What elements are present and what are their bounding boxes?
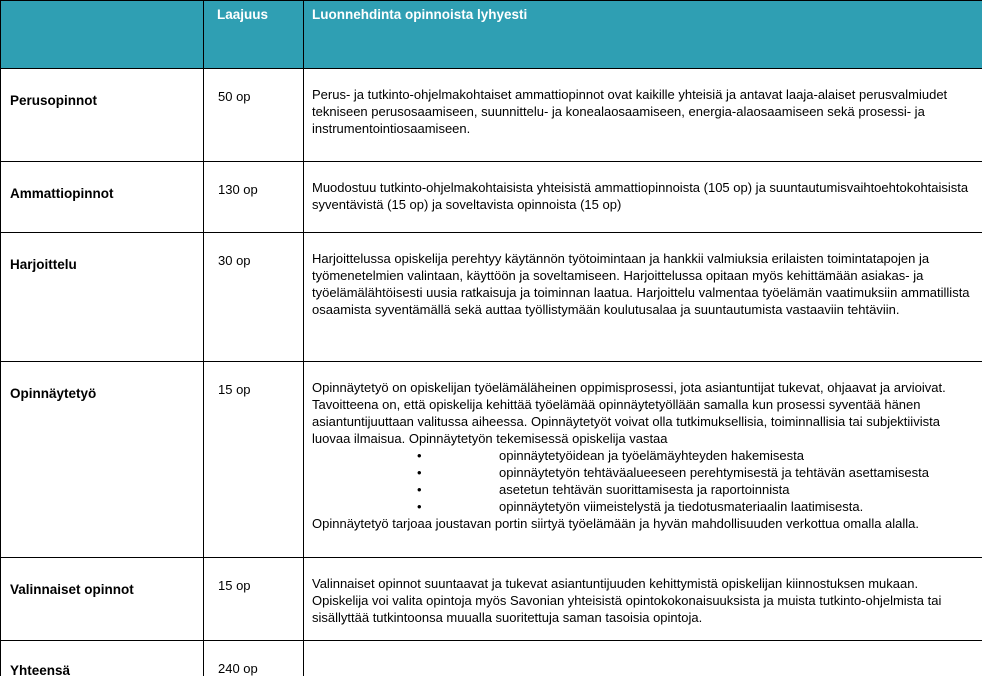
list-item <box>312 498 970 515</box>
bullet-list <box>312 447 970 515</box>
row-label: Ammattiopinnot <box>1 162 204 233</box>
bullet-icon: • <box>417 482 422 497</box>
row-label: Valinnaiset opinnot <box>1 558 204 641</box>
description-text: Harjoittelussa opiskelija perehtyy käytännön työtoimintaan ja hankkii valmiuksia erilaisten toimintatapojen ja työmenetelmien valintaan, käyttöön ja soveltamiseen. Harjoittelussa opitaan myös kehittämään asiakas- ja työelämälähtöisesti uusia ratkaisuja ja toiminnan laatua. Harjoittelu valmentaa työelämän vaatimuksiin ammatillista osaamista syventämällä sekä auttaa työllistymään koulutusalaa ja suuntautumista vastaaviin tehtäviin. <box>304 233 982 362</box>
bullet-text: asetetun tehtävän suorittamisesta ja raportoinnista <box>499 482 790 497</box>
row-label: Yhteensä <box>1 641 204 676</box>
description-text: Muodostuu tutkinto-ohjelmakohtaisista yhteisistä ammattiopinnoista (105 op) ja suuntautumisvaihtoehtokohtaisista syventävistä (15 op) ja soveltavista opinnoista (15 op) <box>304 162 982 233</box>
extent-value: 130 op <box>204 162 304 233</box>
description-text <box>304 641 982 676</box>
description-cell <box>304 362 982 558</box>
list-item <box>312 447 970 464</box>
bullet-icon: • <box>417 465 422 480</box>
table-row-ammattiopinnot <box>1 162 982 233</box>
row-label: Opinnäytetyö <box>1 362 204 558</box>
extent-value: 15 op <box>204 558 304 641</box>
row-label: Harjoittelu <box>1 233 204 362</box>
description-text: Perus- ja tutkinto-ohjelmakohtaiset ammattiopinnot ovat kaikille yhteisiä ja antavat laaja-alaiset perusvalmiudet tekniseen perusosaamiseen, suunnittelu- ja konealaosaamiseen, energia-alaosaamiseen sekä prosessi- ja instrumentointiosaamiseen. <box>304 69 982 162</box>
extent-value: 15 op <box>204 362 304 558</box>
bullet-text: opinnäytetyön viimeistelystä ja tiedotusmateriaalin laatimisesta. <box>499 499 864 514</box>
row-label: Perusopinnot <box>1 69 204 162</box>
header-cell-extent: Laajuus <box>204 1 304 69</box>
header-cell-description: Luonnehdinta opinnoista lyhyesti <box>304 1 982 69</box>
table-row-harjoittelu <box>1 233 982 362</box>
extent-value: 240 op <box>204 641 304 676</box>
bullet-icon: • <box>417 499 422 514</box>
table-body <box>1 69 982 676</box>
table-row-perusopinnot <box>1 69 982 162</box>
table-header <box>1 1 982 69</box>
list-item <box>312 481 970 498</box>
description-outro: Opinnäytetyö tarjoaa joustavan portin siirtyä työelämään ja hyvän mahdollisuuden verkottua omalla alalla. <box>312 516 920 531</box>
table-row-valinnaiset-opinnot <box>1 558 982 641</box>
bullet-text: opinnäytetyön tehtäväalueeseen perehtymisestä ja tehtävän asettamisesta <box>499 465 929 480</box>
extent-value: 50 op <box>204 69 304 162</box>
table-row-opinnaytetyo <box>1 362 982 558</box>
header-row <box>1 1 982 69</box>
bullet-text: opinnäytetyöidean ja työelämäyhteyden hakemisesta <box>499 448 804 463</box>
extent-value: 30 op <box>204 233 304 362</box>
description-text: Valinnaiset opinnot suuntaavat ja tukevat asiantuntijuuden kehittymistä opiskelijan kiinnostuksen mukaan. Opiskelija voi valita opintoja myös Savonian yhteisistä opintokokonaisuuksista ja muista tutkinto-ohjelmista tai sisällyttää tutkintoonsa muualla suoritettuja saman tasoisia opintoja. <box>304 558 982 641</box>
table-row-yhteensa <box>1 641 982 676</box>
header-cell-blank <box>1 1 204 69</box>
bullet-icon: • <box>417 448 422 463</box>
list-item <box>312 464 970 481</box>
description-intro: Opinnäytetyö on opiskelijan työelämäläheinen oppimisprosessi, jota asiantuntijat tukevat, ohjaavat ja arvioivat. Tavoitteena on, että opiskelija kehittää työelämää opinnäytetyöllään samalla kun prosessi syventää hänen asiantuntijuuttaan valitussa aiheessa. Opinnäytetyöt voivat olla tutkimuksellisia, toiminnallisia tai subjektiivista luovaa ilmaisua. Opinnäytetyön tekemisessä opiskelija vastaa <box>312 380 946 446</box>
